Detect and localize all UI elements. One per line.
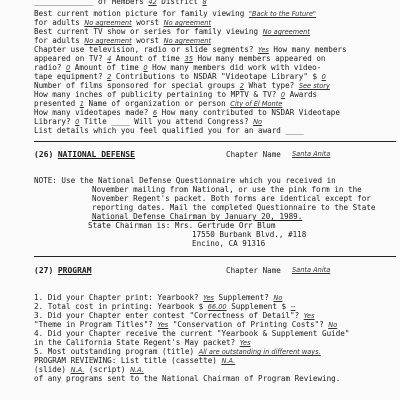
- note-line-3: November Regent's packet. Both forms are identical except for: [92, 194, 371, 203]
- section-divider: [34, 256, 396, 257]
- question-3: 3. Did your Chapter enter contest "Correctness of Detail"? Yes: [34, 311, 315, 320]
- question-2: 2. Total cost in printing: Yearbook $ 66.00 Supplement $ --: [34, 302, 296, 311]
- videotape-equipment-line: tape equipment? 2 Contributions to NSDAR "Videotape Library" $ 0: [34, 72, 326, 81]
- publicity-line: How many inches of publicity pertaining to MPTV & TV? 0 Awards: [34, 90, 318, 99]
- note-line-2: November mailing from National, or use the pink form in the: [92, 185, 362, 194]
- note-line-4: reporting dates. Mail the completed Questionnaire to the State: [92, 203, 376, 212]
- awards-line: presented 1 Name of organization or person City of El Monte: [34, 99, 283, 108]
- program-reviewing-line: PROGRAM REVIEWING: List title (cassette) N.A.: [34, 356, 236, 365]
- media-segments-line: Chapter use television, radio or slide segments? Yes How many members: [34, 45, 347, 54]
- question-3-continued: "Theme in Program Titles"? Yes "Conservation of Printing Costs"? No: [34, 320, 338, 329]
- question-5: 5. Most outstanding program (title) All are outstanding in different ways.: [34, 347, 321, 356]
- chairman-address-2: Encino, CA 91316: [192, 239, 266, 248]
- tv-show-adults-line: for adults No agreement worst No agreement: [34, 36, 212, 45]
- members-district-line: _____________ of Members 42 District 8: [34, 0, 207, 6]
- section-divider: [34, 141, 396, 142]
- award-details-line: List details which you feel qualified you for an award ____: [34, 126, 304, 135]
- national-defense-header: (26) NATIONAL DEFENSE Chapter Name Santa Anita: [34, 150, 331, 159]
- motion-picture-adults-line: for adults No agreement worst No agreement: [34, 18, 212, 27]
- question-1: 1. Did your Chapter print: Yearbook? Yes Supplement? No: [34, 293, 283, 302]
- program-header: (27) PROGRAM Chapter Name Santa Anita: [34, 266, 331, 275]
- note-line-1: NOTE: Use the National Defense Questionnaire which you received in: [34, 176, 336, 185]
- question-4: 4. Did your Chapter receive the current "Yearbook & Supplement Guide": [34, 329, 350, 338]
- program-reviewing-note: of any programs sent to the National Chairman of Program Reviewing.: [34, 374, 341, 383]
- videotapes-line: How many videotapes made? 6 How many contributed to NSDAR Videotape: [34, 108, 340, 117]
- chairman-address-1: 17550 Burbank Blvd., #118: [192, 230, 307, 239]
- films-line: Number of films sponsored for special groups 2 What type? See story: [34, 81, 330, 90]
- tv-appearance-line: appeared on TV? 4 Amount of time 35 How many members appeared on: [34, 54, 326, 63]
- tv-show-line: Best current TV show or series for family viewing No agreement: [34, 27, 310, 36]
- question-4-continued: in the California State Regent's May packet? Yes: [34, 338, 251, 347]
- slide-script-line: (slide) N.A. (script) N.A.: [34, 365, 144, 374]
- radio-line: radio? 0 Amount of time 0 How many members did work with video-: [34, 63, 322, 72]
- note-line-5: National Defense Chairman by January 20, 1989.: [92, 212, 303, 221]
- state-chairman-line: State Chairman is: Mrs. Gertrude Orr Blum: [88, 221, 276, 230]
- motion-picture-line: Best current motion picture for family viewing "Back to the Future": [34, 9, 316, 18]
- library-line: Library? 0 Title ____ Will you attend Congress? No: [34, 117, 263, 126]
